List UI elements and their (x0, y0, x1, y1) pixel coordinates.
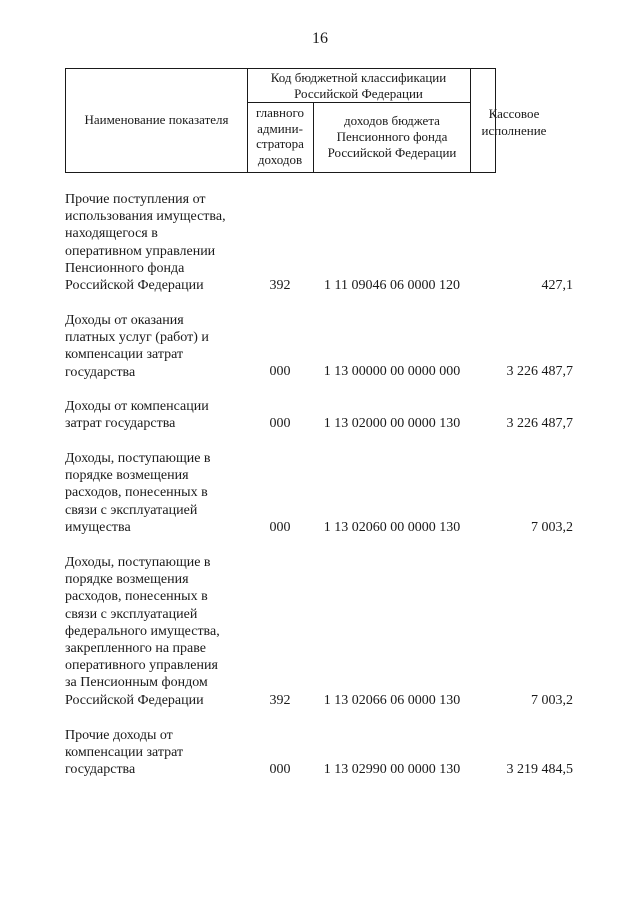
table-row-amount: 427,1 (541, 278, 573, 293)
table-row-admin-code: 000 (269, 364, 291, 379)
table-row-name: Доходы, поступающие в порядке возмещения расходов, понесенных в связи с эксплуатацией имущества (65, 451, 211, 535)
table-row-budget-code: 1 13 00000 00 0000 000 (323, 364, 461, 379)
table-row-budget-code: 1 11 09046 06 0000 120 (324, 278, 460, 293)
table-row-admin-code: 000 (269, 520, 291, 535)
table-row-admin-code: 000 (269, 762, 291, 777)
table-row-admin-code: 392 (269, 278, 291, 293)
table-row-admin-code: 000 (269, 416, 291, 431)
column-header-code: доходов бюджета Пенсионного фонда Российской Федерации (327, 113, 457, 160)
column-header-amount: Кассовое исполнение (481, 106, 547, 138)
table-row-name: Доходы от компенсации затрат государства (65, 399, 209, 432)
table-header (65, 68, 547, 173)
table-row-name: Доходы, поступающие в порядке возмещения расходов, понесенных в связи с эксплуатацией федерального имущества, закрепленного на праве оперативного управления за Пенсионным фондом Российской Федерации (65, 555, 220, 708)
table-row-budget-code: 1 13 02990 00 0000 130 (323, 762, 461, 777)
table-row-budget-code: 1 13 02000 00 0000 130 (323, 416, 461, 431)
table-row-amount: 7 003,2 (531, 520, 573, 535)
column-group-header-code: Код бюджетной классификации Российской Федерации (270, 70, 447, 101)
header-divider (313, 102, 314, 172)
table-row-name: Прочие доходы от компенсации затрат государства (65, 728, 184, 778)
table-row-name: Прочие поступления от использования имущества, находящегося в оперативном управлении Пенсионного фонда Российской Федерации (65, 192, 226, 294)
table-row-amount: 3 226 487,7 (506, 364, 573, 379)
table-row-admin-code: 392 (269, 693, 291, 708)
page-number: 16 (312, 30, 328, 47)
column-header-name: Наименование показателя (84, 112, 229, 127)
header-divider (247, 102, 470, 103)
table-row-amount: 3 219 484,5 (506, 762, 573, 777)
table-row-budget-code: 1 13 02060 00 0000 130 (323, 520, 461, 535)
table-row-amount: 7 003,2 (531, 693, 573, 708)
table-row-budget-code: 1 13 02066 06 0000 130 (323, 693, 461, 708)
table-row-amount: 3 226 487,7 (506, 416, 573, 431)
table-row-name: Доходы от оказания платных услуг (работ) и компенсации затрат государства (65, 313, 209, 380)
column-header-admin: главного админи-стратора доходов (255, 105, 305, 167)
header-divider (470, 69, 471, 172)
